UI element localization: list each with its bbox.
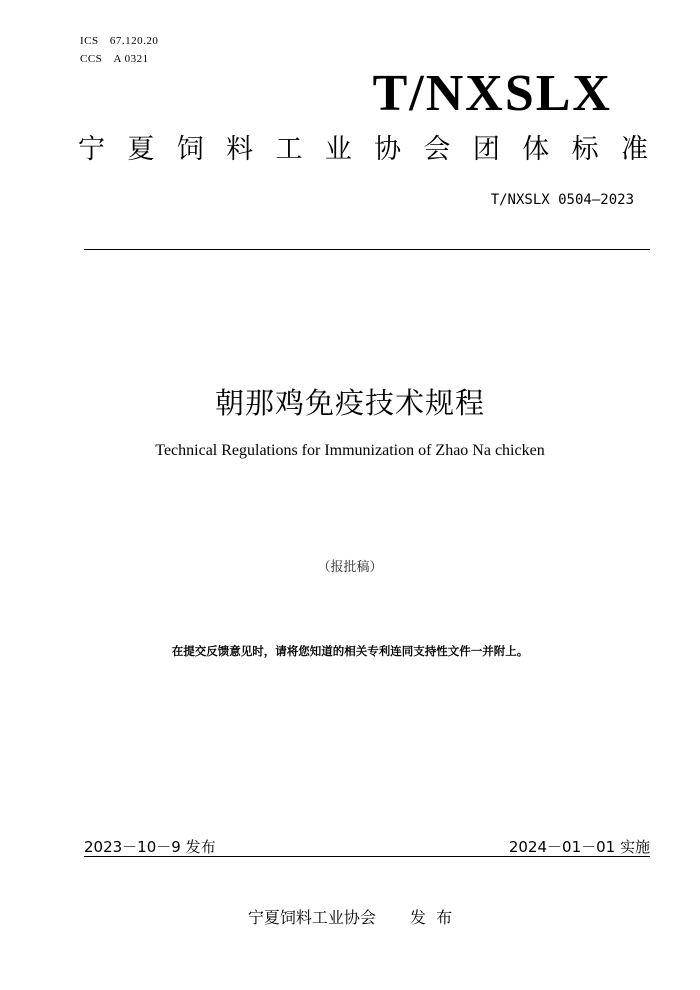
org-title-char: 团	[472, 134, 500, 165]
org-title-char: 体	[522, 134, 550, 165]
header-divider	[84, 249, 650, 250]
org-title-char: 标	[571, 134, 599, 165]
ccs-label: CCS	[80, 53, 103, 65]
org-title-char: 工	[275, 134, 303, 165]
implementation-date: 2024－01－01 实施	[508, 838, 650, 856]
org-title-char: 宁	[78, 134, 105, 165]
publisher-action: 发 布	[409, 908, 453, 927]
draft-status: （报批稿）	[317, 560, 383, 575]
publisher	[0, 905, 700, 928]
org-title-char: 会	[423, 134, 451, 165]
footer-divider	[84, 856, 650, 857]
org-title-char: 料	[226, 134, 254, 165]
patent-feedback-note: 在提交反馈意见时，请将您知道的相关专利连同支持性文件一并附上。	[171, 644, 529, 658]
standard-number: T/NXSLX 0504—2023	[490, 192, 634, 208]
ccs-code: A 0321	[113, 53, 149, 65]
publisher-name: 宁夏饲料工业协会	[247, 908, 376, 927]
standard-series-logo: T/NXSLX	[372, 65, 612, 122]
document-title-english: Technical Regulations for Immunization of Zhao Na chicken	[155, 442, 545, 459]
ics-code: 67.120.20	[109, 35, 159, 47]
ccs-classification	[80, 53, 149, 65]
document-title-chinese: 朝那鸡免疫技术规程	[214, 386, 485, 420]
org-title-char: 协	[374, 134, 402, 165]
org-title-char: 饲	[176, 134, 204, 165]
issue-date: 2023－10－9 发布	[84, 838, 216, 856]
ics-classification	[80, 35, 158, 47]
ics-label: ICS	[80, 35, 99, 47]
org-title-char: 业	[324, 134, 352, 165]
organization-title	[78, 136, 648, 163]
org-title-char: 准	[620, 134, 648, 165]
org-title-char: 夏	[127, 134, 155, 165]
